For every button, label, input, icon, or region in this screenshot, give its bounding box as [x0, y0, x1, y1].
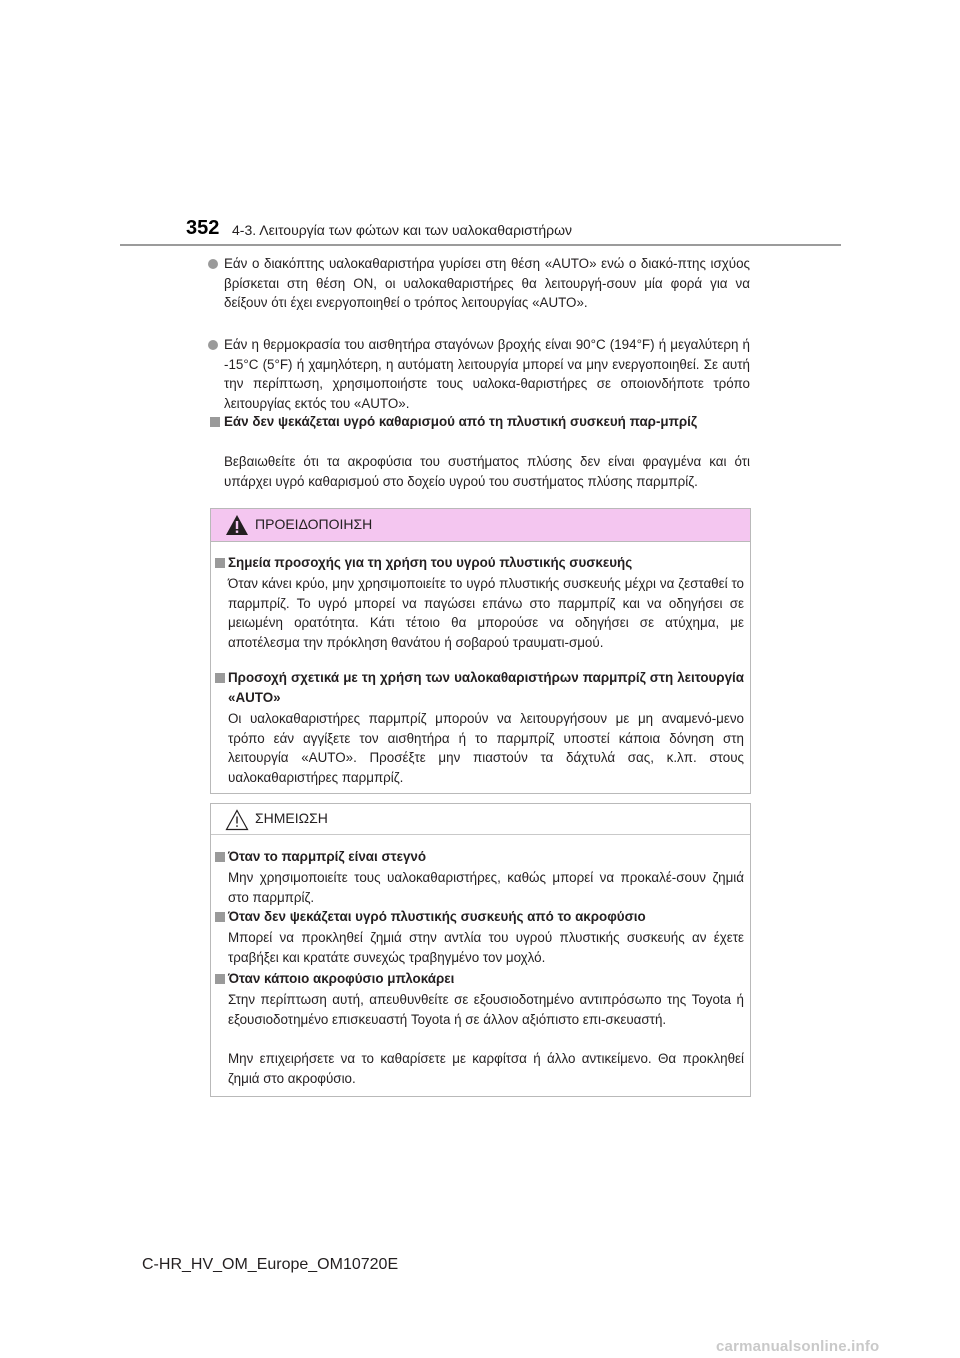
note-item-heading: [228, 969, 744, 989]
footer-code: C-HR_HV_OM_Europe_OM10720E: [142, 1256, 399, 1273]
note-item-body: Μην επιχειρήσετε να το καθαρίσετε με καρφίτσα ή άλλο αντικείμενο. Θα προκληθεί ζημιά στο ακροφύσιο.: [228, 1051, 744, 1086]
section-square-icon: [210, 417, 220, 427]
bullet-item: [224, 335, 750, 413]
watermark: carmanualsonline.info: [716, 1338, 880, 1355]
note-header: [211, 804, 750, 835]
warning-box: [210, 508, 751, 794]
warning-item-heading: [228, 553, 744, 573]
bullet-text: Εάν η θερμοκρασία του αισθητήρα σταγόνων βροχής είναι 90°C (194°F) ή μεγαλύτερη ή -15°C (5°F) ή χαμηλότερη, η αυτόματη λειτουργία μπορεί να μην ενεργοποιηθεί. Σε αυτή την περίπτωση, χρησιμοποιήστε τους υαλοκα-θαριστήρες σε οποιονδήποτε τρόπο λειτουργίας εκτός του «AUTO».: [224, 337, 750, 411]
note-item-body: Μπορεί να προκληθεί ζημιά στην αντλία του υγρού πλυστικής συσκευής αν έχετε τραβήξει και κρατάτε συνεχώς τραβηγμένο τον μοχλό.: [228, 930, 744, 965]
running-title: 4-3. Λειτουργία των φώτων και των υαλοκαθαριστήρων: [232, 222, 573, 238]
bullet-text: Εάν ο διακόπτης υαλοκαθαριστήρα γυρίσει στη θέση «AUTO» ενώ ο διακό-πτης ισχύος βρίσκεται στη θέση ON, οι υαλοκαθαριστήρες θα λειτουργή-σουν μία φορά για να δείξουν ότι έχει ενεργοποιηθεί ο τρόπος λειτουργίας «AUTO».: [224, 256, 750, 311]
page-number: 352: [186, 217, 220, 239]
note-item-heading-text: Όταν κάποιο ακροφύσιο μπλοκάρει: [228, 971, 455, 986]
warning-item-heading-text: Προσοχή σχετικά με τη χρήση των υαλοκαθαριστήρων παρμπρίζ στη λειτουργία «AUTO»: [228, 670, 744, 705]
warning-icon: [225, 514, 249, 536]
section-body: Βεβαιωθείτε ότι τα ακροφύσια του συστήματος πλύσης δεν είναι φραγμένα και ότι υπάρχει υγρό καθαρισμού στο δοχείο υγρού του συστήματος πλύσης παρμπρίζ.: [224, 454, 750, 489]
header-rule: [120, 244, 841, 246]
note-title: ΣΗΜΕΙΩΣΗ: [255, 810, 328, 826]
bullet-dot: [208, 340, 218, 350]
square-icon: [215, 558, 225, 568]
section-heading: Εάν δεν ψεκάζεται υγρό καθαρισμού από τη πλυστική συσκευή παρ-μπρίζ: [224, 414, 698, 429]
note-box: [210, 803, 751, 1097]
note-item-heading-text: Όταν το παρμπρίζ είναι στεγνό: [228, 849, 427, 864]
note-item-heading: [228, 907, 744, 927]
note-item-heading-text: Όταν δεν ψεκάζεται υγρό πλυστικής συσκευής από το ακροφύσιο: [228, 909, 646, 924]
square-icon: [215, 673, 225, 683]
square-icon: [215, 852, 225, 862]
warning-item-heading-text: Σημεία προσοχής για τη χρήση του υγρού πλυστικής συσκευής: [228, 555, 633, 570]
square-icon: [215, 912, 225, 922]
bullet-dot: [208, 259, 218, 269]
warning-item-body: Όταν κάνει κρύο, μην χρησιμοποιείτε το υγρό πλυστικής συσκευής μέχρι να ζεσταθεί το παρμπρίζ. Το υγρό μπορεί να παγώσει επάνω στο παρμπρίζ και να οδηγήσει σε μειωμένη ορατότητα. Κάτι τέτοιο θα μπορούσε να οδηγήσει σε ατύχημα, με αποτέλεσμα την πρόκληση θανάτου ή σοβαρού τραυματι-σμού.: [228, 576, 744, 650]
caution-icon: [225, 809, 249, 831]
note-item-heading: [228, 847, 744, 867]
warning-title: ΠΡΟΕΙΔΟΠΟΙΗΣΗ: [255, 516, 373, 532]
bullet-item: [224, 254, 750, 313]
note-item-body: Μην χρησιμοποιείτε τους υαλοκαθαριστήρες, καθώς μπορεί να προκαλέ-σουν ζημιά στο παρμπρίζ.: [228, 870, 744, 905]
square-icon: [215, 974, 225, 984]
note-item-body: Στην περίπτωση αυτή, απευθυνθείτε σε εξουσιοδοτημένο αντιπρόσωπο της Toyota ή εξουσιοδοτημένο επισκευαστή Toyota ή σε άλλον αξιόπιστο επι-σκευαστή.: [228, 992, 744, 1027]
warning-header: [211, 509, 750, 542]
warning-item-heading: [228, 668, 744, 707]
warning-item-body: Οι υαλοκαθαριστήρες παρμπρίζ μπορούν να λειτουργήσουν με μη αναμενό-μενο τρόπο εάν αγγίξετε τον αισθητήρα ή το παρμπρίζ υποστεί κάποια δόνηση στη λειτουργία «AUTO». Προσέξτε μην πιαστούν τα δάχτυλά σας, κ.λπ. στους υαλοκαθαριστήρες παρμπρίζ.: [228, 711, 744, 785]
